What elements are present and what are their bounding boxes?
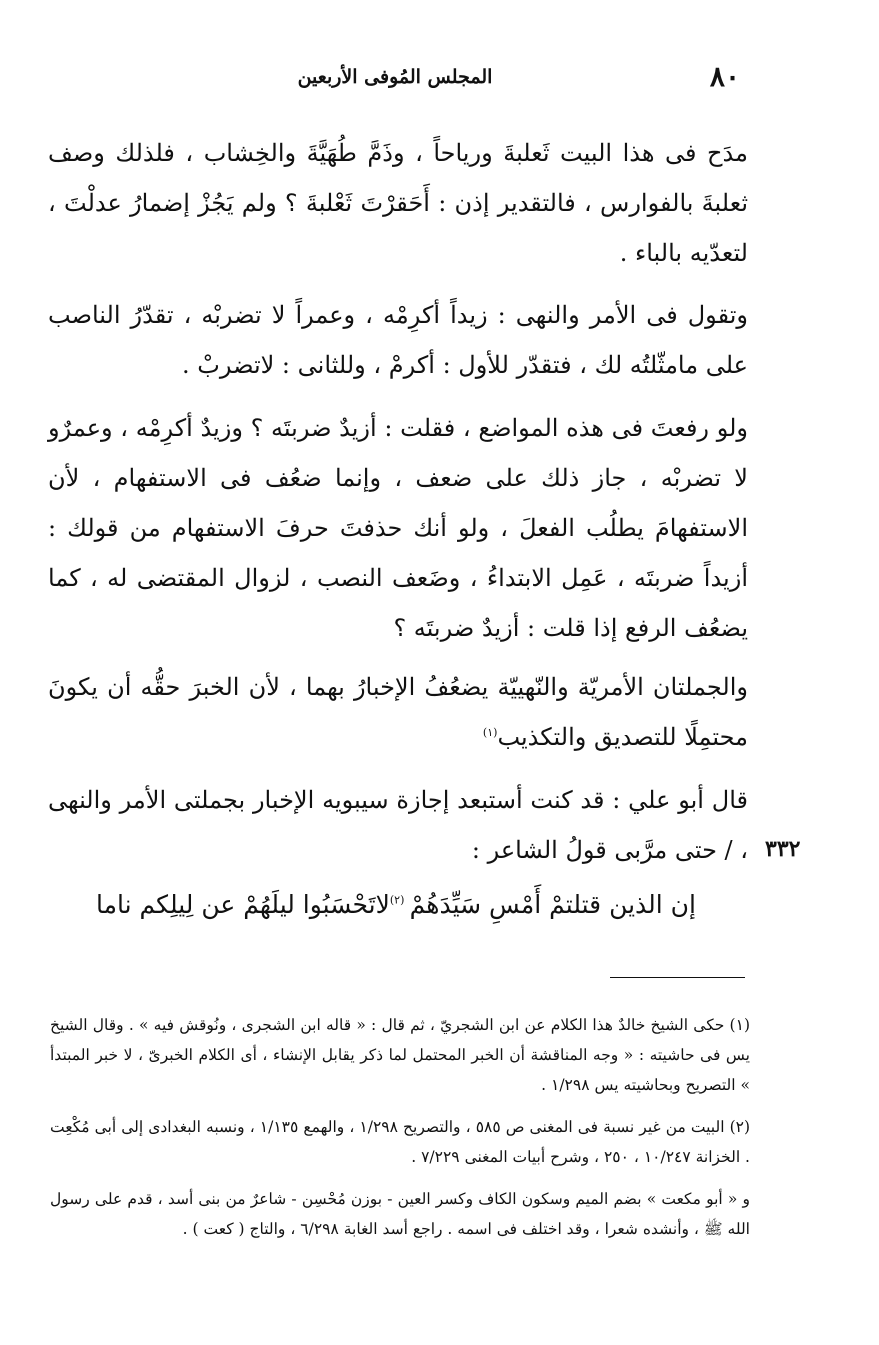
footnotes: [50, 1010, 750, 1256]
paragraph-2: وتقول فى الأمر والنهى : زيداً أكرِمْه ، وعمراً لا تضربْه ، تقدّرُ الناصب على مامثّلتُه لك ، فتقدّر للأول : أكرمْ ، وللثانى : لاتضربْ .: [48, 301, 748, 379]
main-text: [48, 128, 748, 278]
footnote-1: (١) حكى الشيخ خالدٌ هذا الكلام عن ابن الشجريّ ، ثم قال : « قاله ابن الشجرى ، ونُوقش فيه » . وقال الشيخ يس فى حاشيته : « وجه المناقشة أن الخبر المحتمل لما ذكر يقابل الإنشاء ، أى الكلام الخبرىّ ، لا خبر المبتدأ » التصريح وبحاشيته يس ١/٢٩٨ .: [50, 1016, 750, 1094]
verse-hemistich-2: [96, 890, 404, 919]
main-text-5: [48, 775, 748, 875]
verse-hemistich-1: إن الذين قتلتمْ أَمْسِ سَيِّدَهُمْ: [409, 890, 696, 919]
paragraph-1: مدَح فى هذا البيت ثَعلبةَ ورياحاً ، وذَمَّ طُهَيَّةَ والخِشاب ، فلذلك وصف ثعلبةَ بالفوارس ، فالتقدير إذن : أَحَقرْتَ ثَعْلبةَ ؟ ولم يَجُزْ إضمارُ عدلْتَ ، لتعدّيه بالباء .: [48, 139, 748, 267]
main-text-2: [48, 290, 748, 390]
paragraph-4: [48, 662, 748, 762]
paragraph-5: قال أبو علي : قد كنت أستبعد إجازة سيبويه الإخبار بجملتى الأمر والنهى ، / حتى مرَّبى قولُ الشاعر :: [48, 786, 748, 864]
running-title: المجلس المُوفى الأربعين: [297, 66, 493, 88]
footnote-ref-2: (٢): [389, 893, 405, 907]
footnote-2: (٢) البيت من غير نسبة فى المغنى ص ٥٨٥ ، والتصريح ١/٢٩٨ ، والهمع ١/١٣٥ ، ونسبه البغدادى إلى أبى مُكْعِت . الخزانة ١٠/٢٤٧ ، ٢٥٠ ، وشرح أبيات المغنى ٧/٢٢٩ .: [50, 1118, 751, 1166]
verse-hemistich-2-text: لاتَحْسَبُوا ليلَهُمْ عن لِيلِكم ناما: [96, 890, 390, 919]
footnote-3: و « أبو مكعت » بضم الميم وسكون الكاف وكسر العين - بوزن مُحْسِن - شاعرٌ من بنى أسد ، قدم على رسول الله ﷺ ، وأنشده شعرا ، وقد اختلف فى اسمه . راجع أسد الغابة ٦/٢٩٨ ، والتاج ( كعت ) .: [50, 1190, 750, 1238]
footnote-separator: [610, 977, 745, 978]
poem-verse: [96, 890, 696, 919]
main-text-4: [48, 662, 748, 762]
page-number: ٨٠: [709, 60, 740, 93]
main-text-3: [48, 403, 748, 653]
footnote-ref-1: (١): [482, 726, 498, 739]
paragraph-3: ولو رفعتَ فى هذه المواضع ، فقلت : أزيدٌ ضربتَه ؟ وزيدٌ أكرِمْه ، وعمرٌو لا تضربْه ، جاز ذلك على ضعف ، وإنما ضعُف فى الاستفهام ، لأن الاستفهامَ يطلُب الفعلَ ، ولو أنك حذفتَ حرفَ الاستفهام من قولك : أزيداً ضربتَه ، عَمِل الابتداءُ ، وضَعف النصب ، لزوال المقتضى له ، كما يضعُف الرفع إذا قلت : أزيدٌ ضربتَه ؟: [48, 414, 748, 642]
paragraph-4-text: والجملتان الأمريّة والنّهييّة يضعُفُ الإخبارُ بهما ، لأن الخبرَ حقُّه أن يكونَ محتمِلًا للتصديق والتكذيب: [48, 673, 748, 751]
page-header: [50, 58, 740, 98]
margin-page-number: ٣٣٢: [765, 836, 801, 862]
